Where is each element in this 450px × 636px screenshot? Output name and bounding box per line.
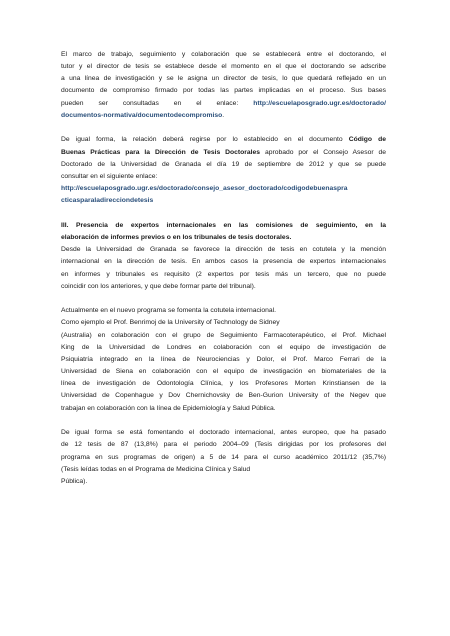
good-practices-title-continued: Buenas Prácticas para la Dirección de Tesis Doctorales xyxy=(61,148,261,156)
text-line: Pública). xyxy=(61,477,88,485)
text-line: Universidad de Siena en colaboración con el equipo de investigación en biomateriales de la xyxy=(61,368,386,376)
text-line xyxy=(61,98,386,110)
paragraph-cotutela xyxy=(61,305,386,414)
text-line: coincidir con los anteriores, y que debe formar parte del tribunal). xyxy=(61,282,256,290)
text-line xyxy=(61,147,386,159)
text-line: consultar en el siguiente enlace: xyxy=(61,172,158,180)
document-page xyxy=(61,49,386,501)
text-line: De igual forma se está fomentando el doctorado internacional, antes europeo, que ha pasado xyxy=(61,429,386,437)
text-line: (Australia) en colaboración con el grupo de Seguimiento Farmacoterapéutico, el Prof. Michael xyxy=(61,331,386,339)
good-practices-title: Código de xyxy=(348,136,386,144)
good-practices-intro: De igual forma, la relación deberá regirse por lo establecido en el documento xyxy=(61,136,349,144)
text-line xyxy=(61,134,386,146)
link-intro-text: pueden ser consultadas en el enlace: xyxy=(61,99,254,107)
text-line: internacional en la dirección de tesis. En ambos casos la presencia de expertos internacionales xyxy=(61,258,386,266)
section-international-experts xyxy=(61,220,386,293)
text-line: (Tesis leídas todas en el Programa de Medicina Clínica y Salud xyxy=(61,465,251,473)
text-line: Universidad de Copenhague y Dov Chernichovsky de Ben-Gurion University of the Negev que xyxy=(61,392,386,400)
text-line: Como ejemplo el Prof. Benrimoj de la University of Technology de Sidney xyxy=(61,319,280,327)
commitment-document-link[interactable]: http://escuelaposgrado.ugr.es/doctorado/ xyxy=(253,99,386,107)
text-line: documento de compromiso firmado por todas las partes implicadas en el proceso. Sus bases xyxy=(61,87,386,95)
text-line: Actualmente en el nuevo programa se fomenta la cotutela internacional. xyxy=(61,307,277,315)
text-line xyxy=(61,110,386,122)
text-line: programa en sus programas de origen) a 5 de 14 para el curso académico 2011/12 (35,7%) xyxy=(61,453,386,461)
text-line: Psiquiatría integrado en la línea de Neurociencias y Dolor, el Prof. Marco Ferrari de la xyxy=(61,355,386,363)
text-line: Doctorado de la Universidad de Granada el día 19 de septiembre de 2012 y que se puede xyxy=(61,160,386,168)
text-line: trabajan en colaboración con la línea de Epidemiología y Salud Pública. xyxy=(61,404,276,412)
text-line: Desde la Universidad de Granada se favorece la dirección de tesis en cotutela y la mención xyxy=(61,246,386,254)
paragraph-good-practices xyxy=(61,134,386,207)
good-practices-approved-by: aprobado por el Consejo Asesor de xyxy=(260,148,386,156)
section-heading-continued: elaboración de informes previos o en los tribunales de tesis doctorales. xyxy=(61,234,292,242)
paragraph-international-doctorate xyxy=(61,427,386,488)
text-line: King de la Universidad de Londres en colaboración con el equipo de investigación de xyxy=(61,343,386,351)
good-practices-link[interactable]: http://escuelaposgrado.ugr.es/doctorado/consejo_asesor_doctorado/codigodebuenaspra xyxy=(61,185,348,193)
text-line: El marco de trabajo, seguimiento y colaboración que se establecerá entre el doctorando, el xyxy=(61,51,386,58)
commitment-document-link-continued[interactable]: documentos-normativa/documentodecompromiso xyxy=(61,111,223,119)
text-line: tutor y el director de tesis se establece desde el momento en el que el doctorando se adscribe xyxy=(61,63,386,71)
paragraph-commitment-document xyxy=(61,49,386,122)
text-line: línea de investigación de Odontología Clínica, y los Profesores Morten Krinstiansen de la xyxy=(61,380,386,388)
period-text: . xyxy=(222,111,225,119)
text-line: a una línea de investigación y se le asigna un director de tesis, lo que quedará reflejado en un xyxy=(61,75,386,83)
section-heading: III. Presencia de expertos internacionales en las comisiones de seguimiento, en la xyxy=(61,221,386,229)
text-line: de 12 tesis de 87 (13,8%) para el periodo 2004–09 (Tesis dirigidas por los profesores del xyxy=(61,441,386,449)
good-practices-link-continued[interactable]: cticasparaladirecciondetesis xyxy=(61,197,154,205)
text-line: en informes y tribunales es requisito (2 expertos por tesis más un tercero, que no puede xyxy=(61,270,386,278)
